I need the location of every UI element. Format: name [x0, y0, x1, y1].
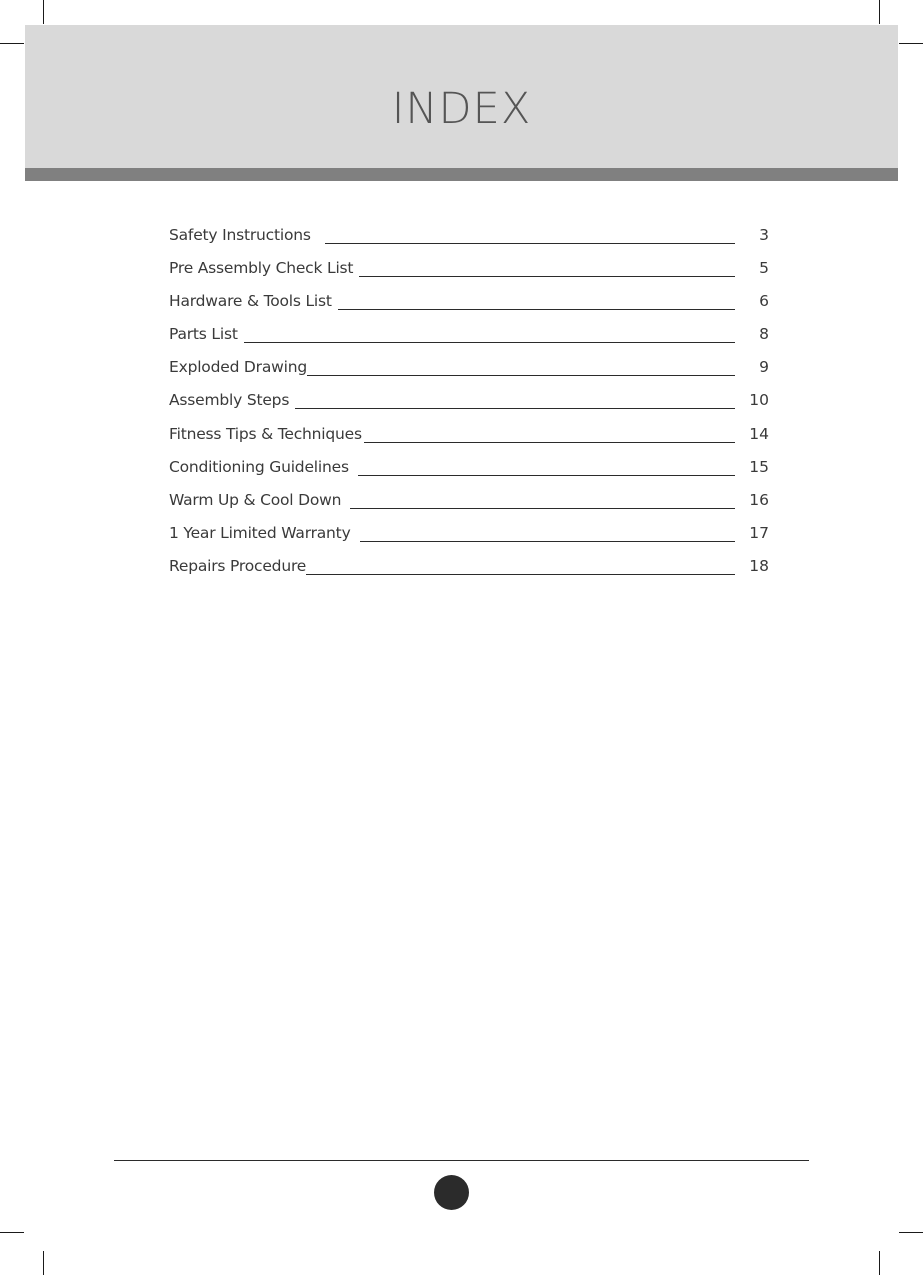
- crop-mark-bottom-right-vertical: [879, 1251, 880, 1275]
- toc-entry-page: 17: [749, 523, 769, 542]
- crop-mark-top-left-vertical: [43, 0, 44, 24]
- toc-leader-line: [307, 375, 735, 376]
- table-of-contents: [169, 224, 769, 588]
- toc-entry-label: Exploded Drawing: [169, 358, 307, 377]
- toc-entry-label: Fitness Tips & Techniques: [169, 424, 362, 443]
- toc-leader-line: [360, 541, 735, 542]
- toc-entry-label: Hardware & Tools List: [169, 292, 332, 311]
- toc-leader-line: [364, 442, 735, 443]
- toc-entry-exploded-drawing[interactable]: [169, 356, 769, 389]
- toc-entry-label: Assembly Steps: [169, 391, 290, 410]
- page-number-circle: [434, 1175, 469, 1210]
- toc-entry-page: 16: [749, 490, 769, 509]
- toc-entry-label: Repairs Procedure: [169, 556, 307, 575]
- toc-entry-page: 8: [759, 325, 769, 344]
- toc-entry-pre-assembly-check-list[interactable]: [169, 257, 769, 290]
- crop-mark-bottom-left-vertical: [43, 1251, 44, 1275]
- crop-mark-top-right-vertical: [879, 0, 880, 24]
- toc-entry-hardware-tools-list[interactable]: [169, 290, 769, 323]
- toc-entry-page: 14: [749, 424, 769, 443]
- toc-entry-safety-instructions[interactable]: [169, 224, 769, 257]
- toc-entry-parts-list[interactable]: [169, 323, 769, 356]
- toc-entry-conditioning-guidelines[interactable]: [169, 456, 769, 489]
- toc-leader-line: [306, 574, 735, 575]
- crop-mark-bottom-right-horizontal: [899, 1232, 923, 1233]
- header-bar: [25, 168, 898, 181]
- crop-mark-top-right-horizontal: [899, 43, 923, 44]
- toc-entry-fitness-tips-techniques[interactable]: [169, 423, 769, 456]
- toc-leader-line: [350, 508, 735, 509]
- toc-leader-line: [358, 475, 735, 476]
- toc-entry-page: 15: [749, 457, 769, 476]
- toc-entry-page: 18: [749, 556, 769, 575]
- toc-entry-label: Parts List: [169, 325, 238, 344]
- toc-entry-label: Warm Up & Cool Down: [169, 490, 342, 509]
- toc-leader-line: [338, 309, 735, 310]
- toc-entry-page: 10: [749, 391, 769, 410]
- toc-entry-page: 6: [759, 292, 769, 311]
- crop-mark-top-left-horizontal: [0, 43, 24, 44]
- toc-entry-page: 9: [759, 358, 769, 377]
- toc-entry-page: 5: [759, 259, 769, 278]
- toc-entry-label: Conditioning Guidelines: [169, 457, 349, 476]
- crop-mark-bottom-left-horizontal: [0, 1232, 24, 1233]
- toc-entry-page: 3: [759, 226, 769, 244]
- toc-entry-warm-up-cool-down[interactable]: [169, 489, 769, 522]
- toc-leader-line: [359, 276, 735, 277]
- toc-leader-line: [244, 342, 735, 343]
- toc-entry-repairs-procedure[interactable]: [169, 555, 769, 588]
- toc-entry-limited-warranty[interactable]: [169, 522, 769, 555]
- toc-entry-label: Safety Instructions: [169, 226, 311, 244]
- toc-entry-label: Pre Assembly Check List: [169, 259, 354, 278]
- toc-leader-line: [325, 243, 735, 244]
- toc-leader-line: [295, 408, 735, 409]
- toc-entry-label: 1 Year Limited Warranty: [169, 523, 351, 542]
- footer-rule: [114, 1160, 809, 1161]
- page-title: INDEX: [391, 84, 532, 134]
- toc-entry-assembly-steps[interactable]: [169, 389, 769, 422]
